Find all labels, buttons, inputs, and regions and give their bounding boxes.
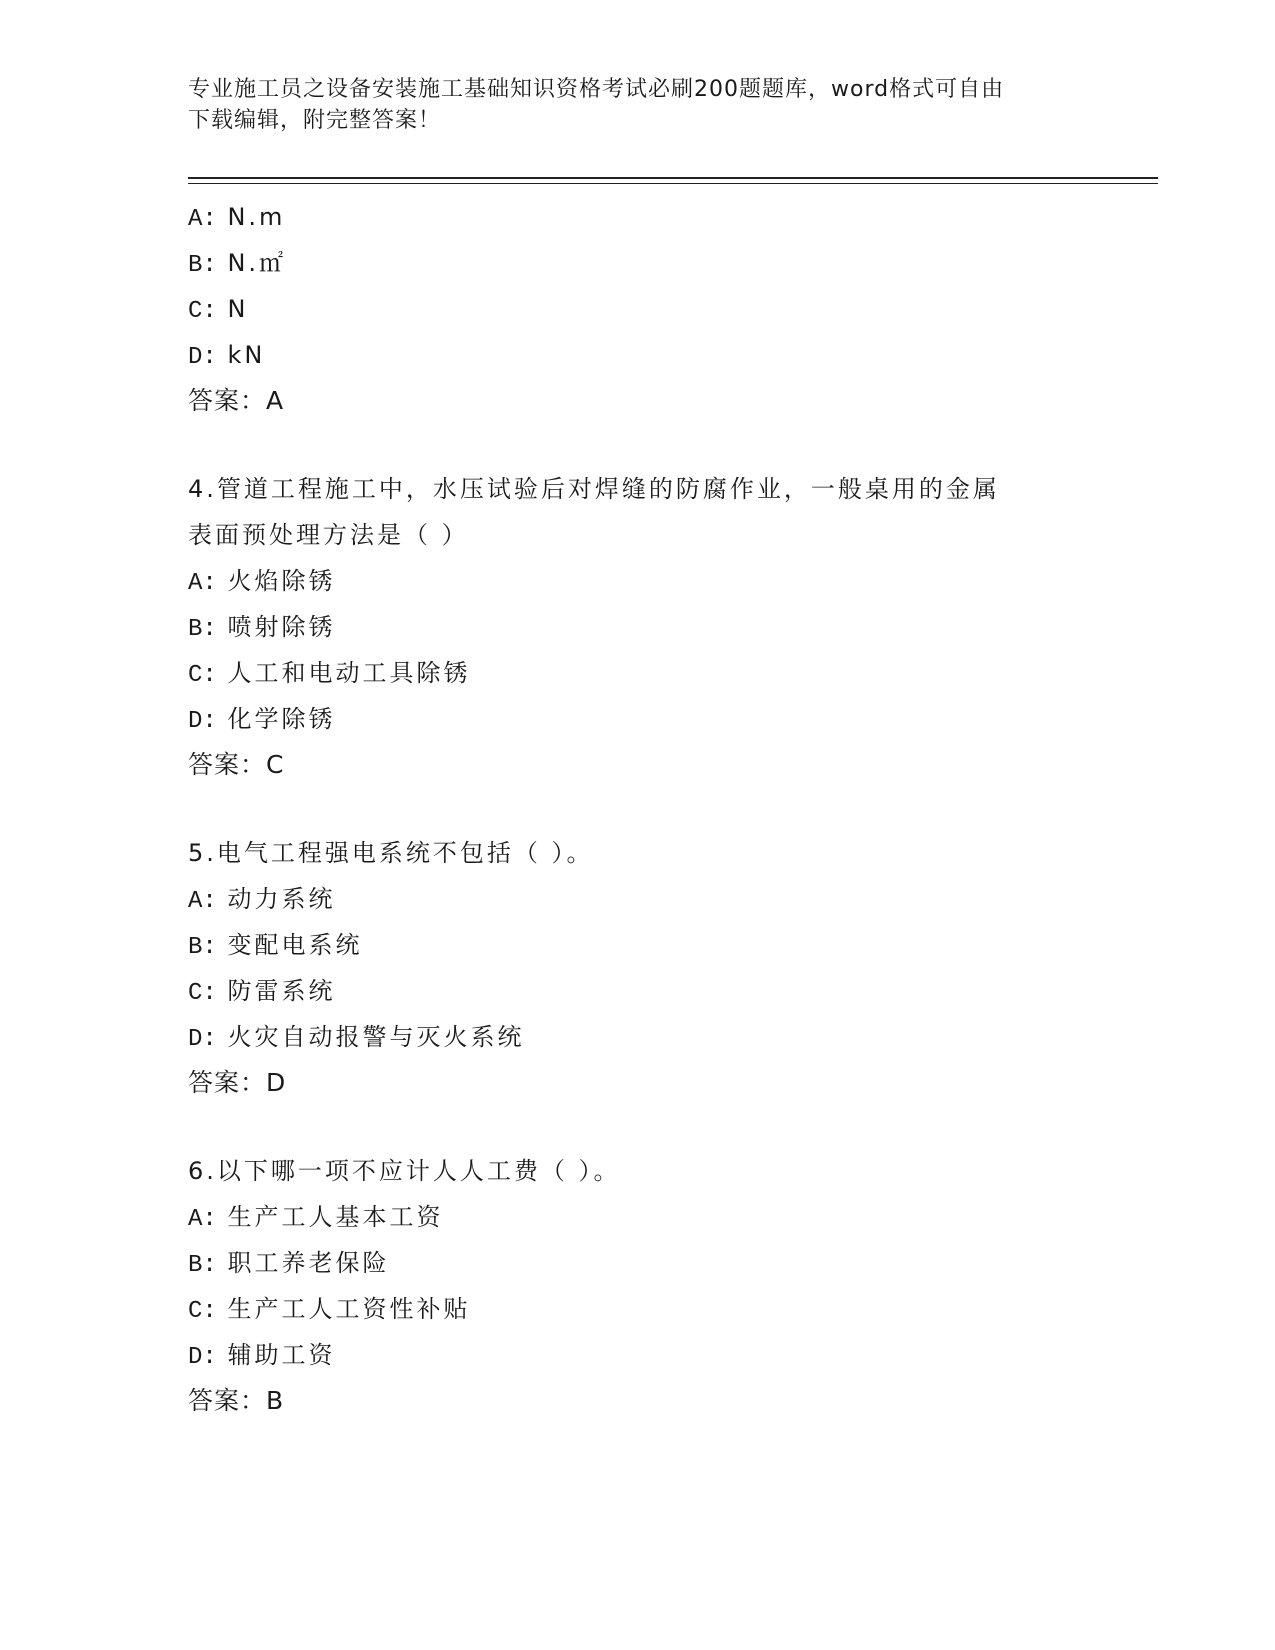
document-header xyxy=(188,74,1088,136)
option-b: B: 职工养老保险 xyxy=(188,1249,390,1279)
option-b: B: 变配电系统 xyxy=(188,931,363,961)
question-block-6 xyxy=(188,1148,1088,1424)
question-block-3 xyxy=(188,194,1088,424)
option-c: C: N xyxy=(188,295,249,325)
question-block-4 xyxy=(188,466,1088,788)
question-text-continued: 表面预处理方法是（ ） xyxy=(188,521,469,549)
option-c: C: 生产工人工资性补贴 xyxy=(188,1295,471,1325)
header-line-2: 下载编辑，附完整答案！ xyxy=(188,108,442,133)
header-line-1: 专业施工员之设备安装施工基础知识资格考试必刷200题题库，word格式可自由 xyxy=(188,77,1005,102)
answer-line: 答案：A xyxy=(188,386,285,415)
option-c: C: 防雷系统 xyxy=(188,977,336,1007)
option-b: B: 喷射除锈 xyxy=(188,613,336,643)
question-block-5 xyxy=(188,830,1088,1106)
question-text: 6.以下哪一项不应计人人工费（ ）。 xyxy=(188,1157,621,1185)
option-a: A: 动力系统 xyxy=(188,885,336,915)
option-d: D: kN xyxy=(188,341,266,371)
answer-line: 答案：C xyxy=(188,750,285,779)
option-d: D: 辅助工资 xyxy=(188,1341,336,1371)
question-text: 4.管道工程施工中，水压试验后对焊缝的防腐作业，一般桌用的金属 xyxy=(188,475,1000,503)
option-d: D: 化学除锈 xyxy=(188,705,336,735)
option-b: B: N.㎡ xyxy=(188,249,287,279)
option-c: C: 人工和电动工具除锈 xyxy=(188,659,471,689)
header-divider-thick xyxy=(188,177,1158,179)
option-a: A: 生产工人基本工资 xyxy=(188,1203,444,1233)
header-divider-thin xyxy=(188,183,1158,184)
question-list xyxy=(188,194,1088,1424)
question-text: 5.电气工程强电系统不包括（ ）。 xyxy=(188,839,594,867)
option-d: D: 火灾自动报警与灭火系统 xyxy=(188,1023,525,1053)
option-a: A: 火焰除锈 xyxy=(188,567,336,597)
option-a: A: N.m xyxy=(188,203,286,233)
answer-line: 答案：B xyxy=(188,1386,285,1415)
answer-line: 答案：D xyxy=(188,1068,287,1097)
